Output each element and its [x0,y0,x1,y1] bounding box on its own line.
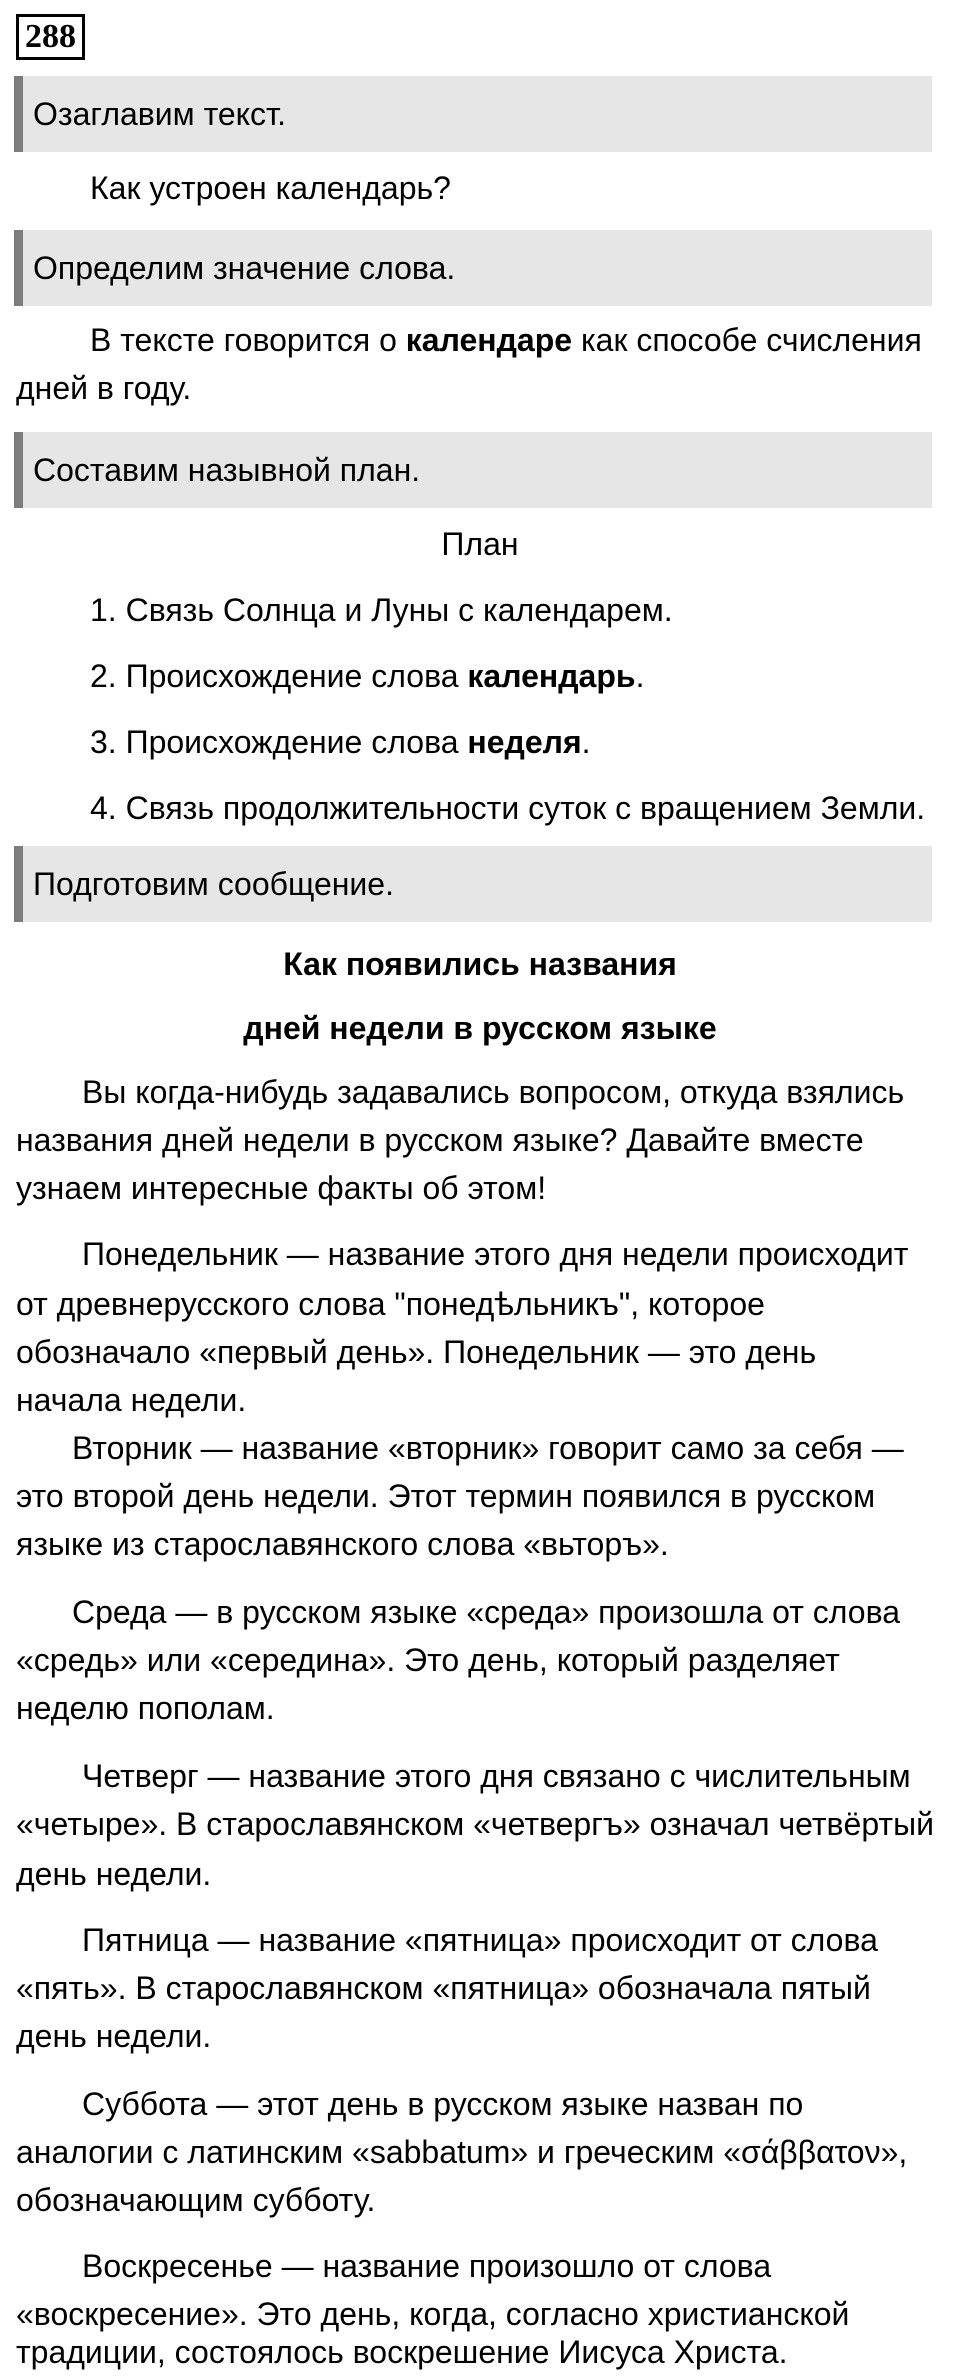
plan-item-term: неделя [467,724,582,760]
meaning-line-2: дней в году. [16,370,192,406]
message-line: аналогии с латинским «sabbatum» и греческим «σάββατον», [16,2134,908,2170]
plan-heading: План [441,526,519,562]
message-line: Четверг — название этого дня связано с числительным [82,1758,911,1794]
meaning-text-post: как способе счисления [572,322,922,358]
task-number: 288 [16,14,85,60]
section-meaning-bar: Определим значение слова. [14,230,932,306]
plan-item-text: 3. Происхождение слова [90,724,468,760]
plan-item-text: 1. Связь Солнца и Луны с календарем. [90,592,673,628]
message-line: названия дней недели в русском языке? Давайте вместе [16,1122,864,1158]
meaning-term: календаре [405,322,573,358]
message-line: начала недели. [16,1382,247,1418]
plan-item [90,586,960,634]
message-line: Среда — в русском языке «среда» произошла от слова [72,1594,900,1630]
title-answer: Как устроен календарь? [90,170,451,206]
section-title-bar: Озаглавим текст. [14,76,932,152]
message-line: день недели. [16,1856,212,1892]
message-line: «средь» или «середина». Это день, который разделяет [16,1642,840,1678]
plan-item [90,718,960,766]
message-line: Пятница — название «пятница» происходит от слова [82,1922,878,1958]
message-line: Понедельник — название этого дня недели происходит [82,1236,909,1272]
message-line: Вы когда-нибудь задавались вопросом, откуда взялись [82,1074,905,1110]
plan-item-text: 4. Связь продолжительности суток с вращением Земли. [90,790,926,826]
message-line: неделю пополам. [16,1690,275,1726]
section-message-bar: Подготовим сообщение. [14,846,932,922]
message-heading-1: Как появились названия [283,946,677,982]
message-line: Воскресенье — название произошло от слова [82,2248,772,2284]
message-line: «воскресение». Это день, когда, согласно христианской [16,2296,850,2332]
plan-item [90,784,960,832]
message-line: это второй день недели. Этот термин появился в русском [16,1478,876,1514]
message-line: обозначало «первый день». Понедельник — это день [16,1334,817,1370]
plan-item-end: . [581,724,591,760]
meaning-text-pre: В тексте говорится о [90,322,406,358]
message-line: «пять». В старославянском «пятница» обозначала пятый [16,1970,871,2006]
plan-item-text: 2. Происхождение слова [90,658,468,694]
meaning-line-1 [90,316,960,364]
plan-item-term: календарь [467,658,636,694]
section-plan-bar: Составим назывной план. [14,432,932,508]
message-line: Суббота — этот день в русском языке назван по [82,2086,804,2122]
message-line: от древнерусского слова "понедѣльникъ", которое [16,1286,765,1322]
message-line: день недели. [16,2018,212,2054]
message-line: «четыре». В старославянском «четвергъ» означал четвёртый [16,1806,934,1842]
message-line: обозначающим субботу. [16,2182,376,2218]
message-line: узнаем интересные факты об этом! [16,1170,547,1206]
message-line: языке из старославянского слова «вьторъ». [16,1526,669,1562]
plan-item-end: . [635,658,645,694]
message-heading-2: дней недели в русском языке [243,1010,717,1046]
plan-item [90,652,960,700]
message-line: традиции, состоялось воскрешение Иисуса Христа. [16,2334,788,2370]
message-line: Вторник — название «вторник» говорит само за себя — [72,1430,904,1466]
